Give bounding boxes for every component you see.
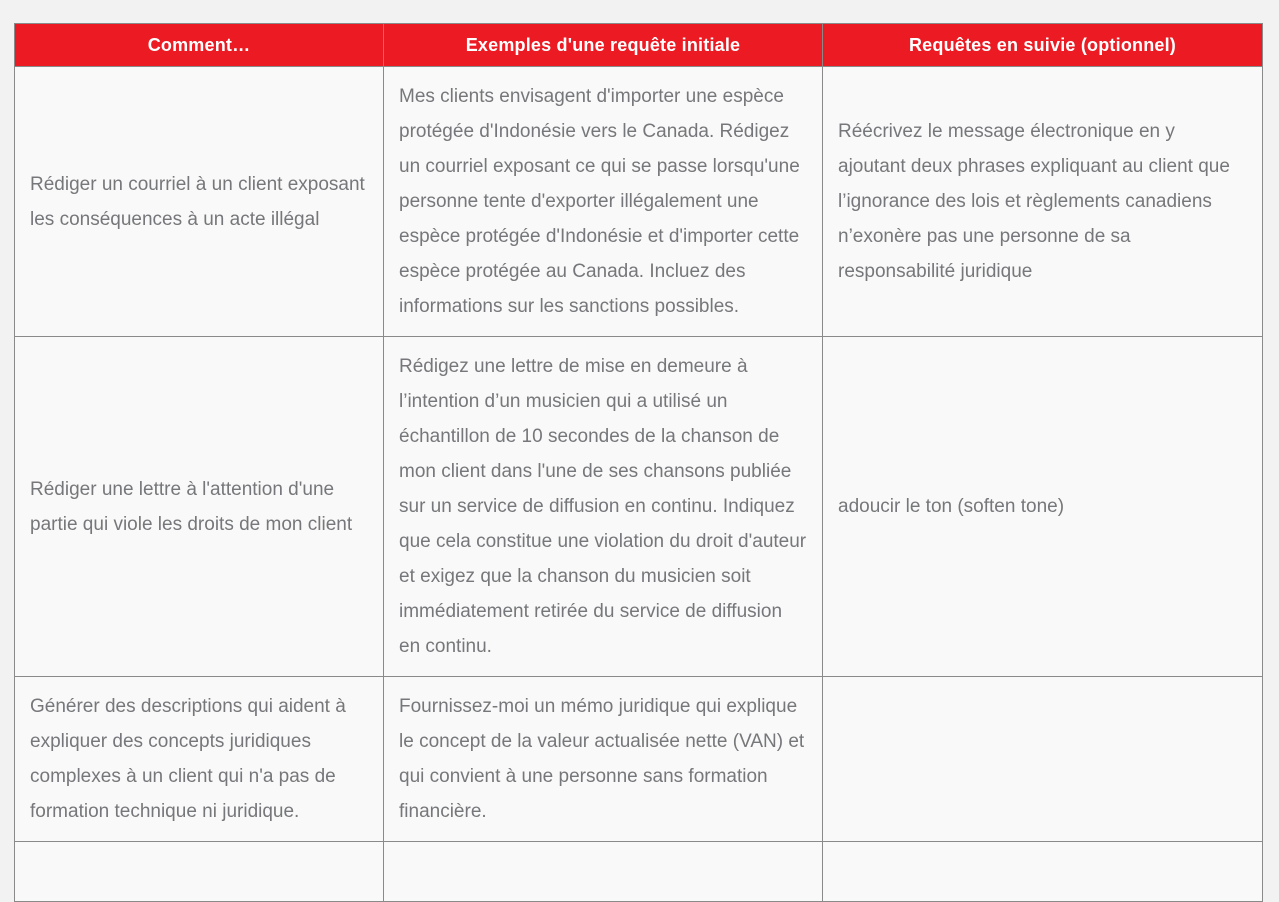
table-row: [15, 677, 1263, 842]
column-header-followup-request: Requêtes en suivie (optionnel): [823, 24, 1263, 67]
header-row: [15, 24, 1263, 67]
table-row-partial: [15, 842, 1263, 902]
cell-comment: Générer des descriptions qui aident à expliquer des concepts juridiques complexes à un client qui n'a pas de formation technique ni juridique.: [15, 677, 384, 842]
cell-initial-request: Rédigez une lettre de mise en demeure à l’intention d’un musicien qui a utilisé un échantillon de 10 secondes de la chanson de mon client dans l'une de ses chansons publiée sur un service de diffusion en continu. Indiquez que cela constitue une violation du droit d'auteur et exigez que la chanson du musicien soit immédiatement retirée du service de diffusion en continu.: [384, 337, 823, 677]
cell-comment: Rédiger un courriel à un client exposant les conséquences à un acte illégal: [15, 67, 384, 337]
column-header-initial-request: Exemples d'une requête initiale: [384, 24, 823, 67]
cell-initial-request: Fournissez-moi un mémo juridique qui explique le concept de la valeur actualisée nette (VAN) et qui convient à une personne sans formation financière.: [384, 677, 823, 842]
cell-initial-request: [384, 842, 823, 902]
prompt-examples-table-container: [14, 23, 1262, 902]
prompt-examples-table: [14, 23, 1263, 902]
column-header-comment: Comment…: [15, 24, 384, 67]
cell-followup-request: [823, 677, 1263, 842]
cell-comment: [15, 842, 384, 902]
cell-followup-request: Réécrivez le message électronique en y ajoutant deux phrases expliquant au client que l’ignorance des lois et règlements canadiens n’exonère pas une personne de sa responsabilité juridique: [823, 67, 1263, 337]
cell-comment: Rédiger une lettre à l'attention d'une partie qui viole les droits de mon client: [15, 337, 384, 677]
cell-followup-request: adoucir le ton (soften tone): [823, 337, 1263, 677]
cell-followup-request: [823, 842, 1263, 902]
table-row: [15, 67, 1263, 337]
cell-initial-request: Mes clients envisagent d'importer une espèce protégée d'Indonésie vers le Canada. Rédigez un courriel exposant ce qui se passe lorsqu'une personne tente d'exporter illégalement une espèce protégée d'Indonésie et d'importer cette espèce protégée au Canada. Incluez des informations sur les sanctions possibles.: [384, 67, 823, 337]
table-row: [15, 337, 1263, 677]
